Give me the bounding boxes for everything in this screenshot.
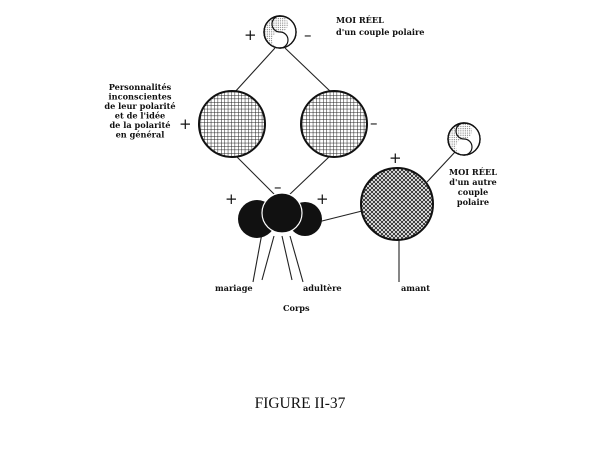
moi-reel-right-label	[449, 167, 497, 207]
label-mariage: mariage	[215, 283, 253, 293]
svg-text:couple: couple	[457, 187, 489, 197]
label-amant: amant	[401, 283, 431, 293]
figure-caption: FIGURE II-37	[254, 395, 346, 412]
plus-sign-body-left: +	[225, 190, 238, 208]
svg-text:et de l'idée: et de l'idée	[114, 110, 166, 121]
svg-text:d'un autre: d'un autre	[449, 177, 497, 187]
svg-text:en général: en général	[115, 129, 165, 140]
svg-text:inconscientes: inconscientes	[108, 91, 172, 102]
moi-reel-top-subtitle: d'un couple polaire	[336, 27, 425, 37]
minus-sign-top: –	[304, 26, 312, 44]
label-adultere: adultère	[303, 283, 342, 293]
personality-sphere-right	[301, 91, 367, 157]
amant-sphere	[361, 168, 433, 240]
svg-text:MOI RÉEL: MOI RÉEL	[449, 167, 497, 177]
personality-sphere-left	[199, 91, 265, 157]
minus-sign-right-sphere: –	[370, 114, 378, 132]
svg-text:polaire: polaire	[456, 197, 490, 207]
personnalites-label	[104, 82, 175, 140]
yin-yang-icon-right	[448, 123, 480, 155]
svg-text:de leur polarité: de leur polarité	[104, 101, 176, 111]
plus-sign-top: +	[244, 26, 257, 44]
moi-reel-top-title: MOI RÉEL	[336, 15, 384, 25]
svg-text:de la polarité: de la polarité	[109, 120, 171, 130]
body-cluster	[238, 193, 322, 238]
plus-sign-amant: +	[389, 149, 402, 167]
yin-yang-icon-top	[264, 16, 296, 48]
label-corps: Corps	[283, 303, 310, 313]
connector-lines	[234, 48, 455, 282]
minus-sign-body-top: –	[274, 178, 282, 196]
plus-sign-left-sphere: +	[179, 115, 192, 133]
plus-sign-body-right: +	[316, 190, 329, 208]
svg-text:Personnalités: Personnalités	[108, 82, 172, 92]
